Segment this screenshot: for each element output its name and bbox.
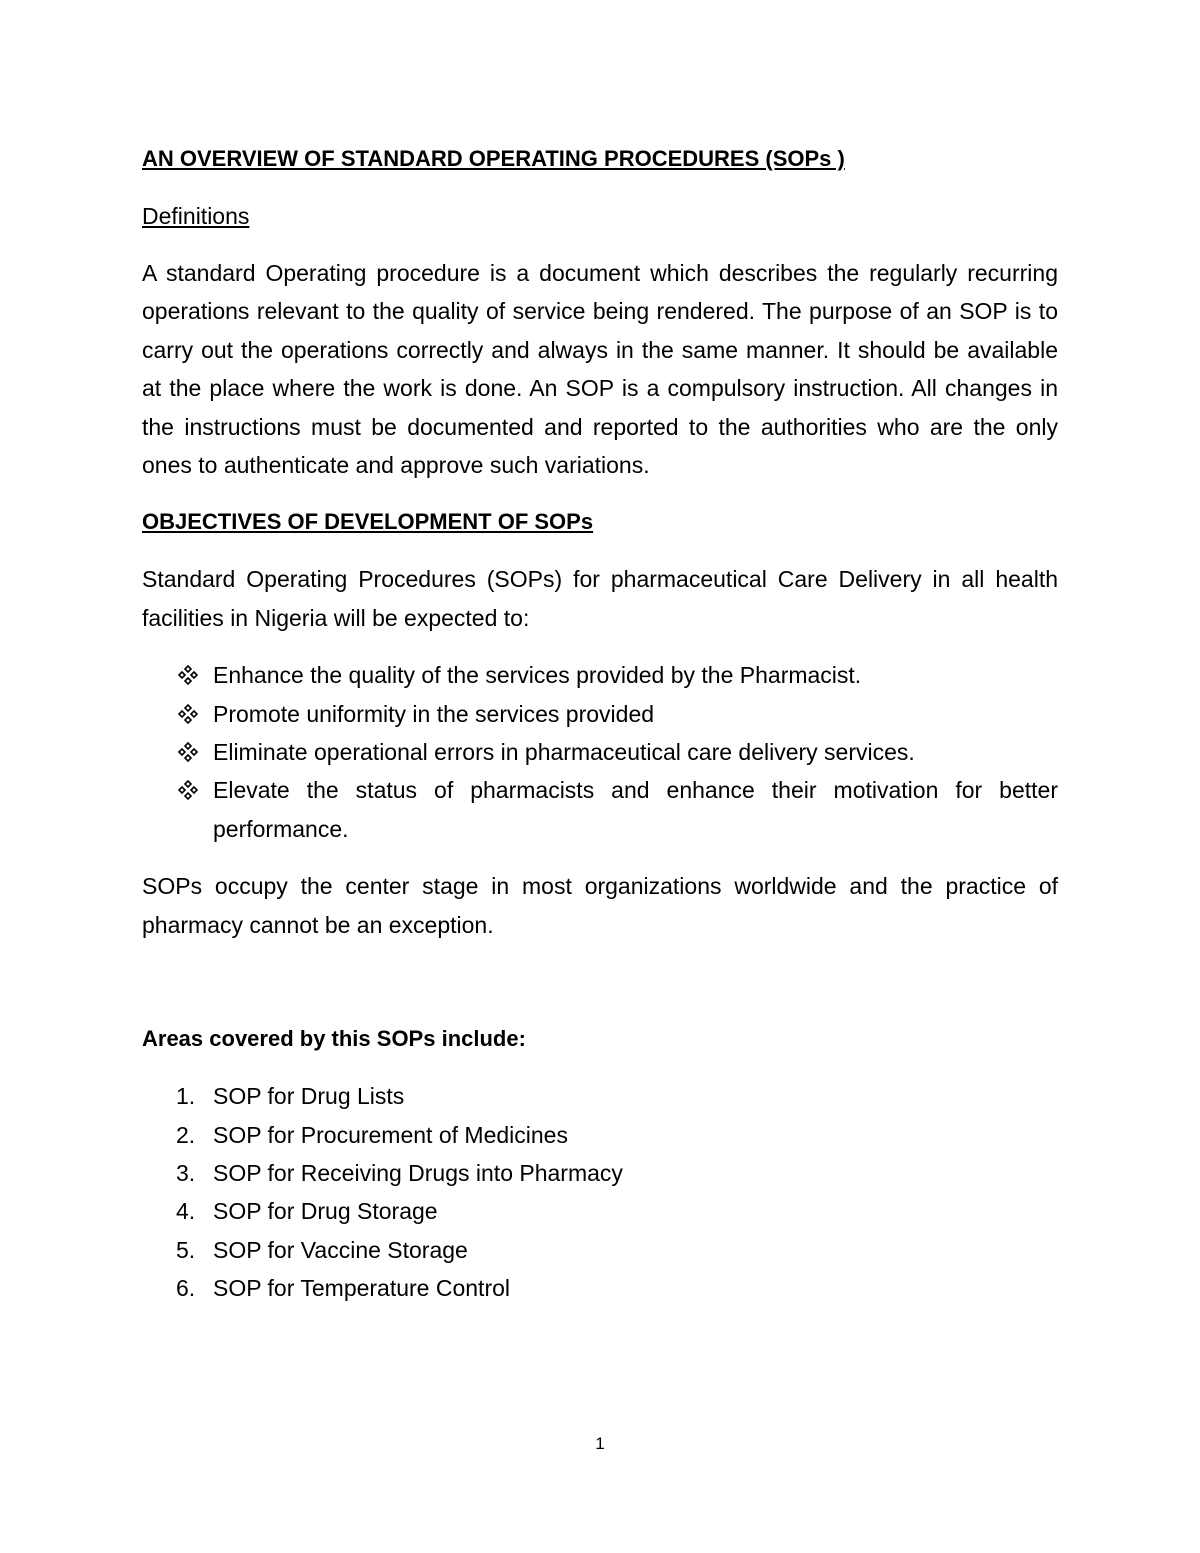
list-item: [142, 656, 1058, 694]
list-number: 6.: [176, 1275, 196, 1302]
area-label: SOP for Temperature Control: [213, 1275, 511, 1302]
closing-paragraph: SOPs occupy the center stage in most organizations worldwide and the practice of pharmacy cannot be an exception.: [142, 873, 1058, 938]
four-diamond-bullet-icon: [178, 656, 202, 694]
list-item: [142, 733, 1058, 771]
list-item: [142, 1231, 1058, 1269]
list-item: [142, 1192, 1058, 1230]
four-diamond-bullet-icon: [178, 733, 202, 771]
list-number: 1.: [176, 1083, 196, 1110]
area-label: SOP for Receiving Drugs into Pharmacy: [213, 1159, 623, 1186]
list-item: [142, 771, 1058, 848]
four-diamond-bullet-icon: [178, 771, 202, 809]
list-item: [142, 695, 1058, 733]
objectives-heading: OBJECTIVES OF DEVELOPMENT OF SOPs: [142, 509, 594, 535]
document-page: [142, 140, 1058, 1308]
four-diamond-bullet-icon: [178, 695, 202, 733]
area-label: SOP for Drug Storage: [213, 1198, 438, 1225]
list-number: 4.: [176, 1198, 196, 1225]
list-item: [142, 1154, 1058, 1192]
area-label: SOP for Drug Lists: [213, 1083, 405, 1110]
objective-text: Elevate the status of pharmacists and enhance their motivation for better performance.: [213, 777, 1058, 842]
page-number: 1: [595, 1434, 605, 1453]
objectives-list: [142, 656, 1058, 848]
list-number: 2.: [176, 1121, 196, 1148]
document-title: AN OVERVIEW OF STANDARD OPERATING PROCEDURES (SOPs ): [142, 146, 845, 171]
list-number: 5.: [176, 1236, 196, 1263]
definitions-paragraph: A standard Operating procedure is a document which describes the regularly recurring operations relevant to the quality of service being rendered. The purpose of an SOP is to carry out the operations correctly and always in the same manner. It should be available at the place where the work is done. An SOP is a compulsory instruction. All changes in the instructions must be documented and reported to the authorities who are the only ones to authenticate and approve such variations.: [142, 260, 1058, 479]
objective-text: Eliminate operational errors in pharmaceutical care delivery services.: [213, 739, 915, 766]
list-item: [142, 1077, 1058, 1115]
definitions-heading: Definitions: [142, 203, 250, 229]
areas-list: [142, 1077, 1058, 1307]
objectives-intro: Standard Operating Procedures (SOPs) for pharmaceutical Care Delivery in all health facilities in Nigeria will be expected to:: [142, 566, 1058, 631]
area-label: SOP for Vaccine Storage: [213, 1236, 468, 1263]
list-item: [142, 1269, 1058, 1307]
objective-text: Promote uniformity in the services provided: [213, 700, 655, 727]
areas-heading: Areas covered by this SOPs include:: [142, 1026, 526, 1052]
list-item: [142, 1116, 1058, 1154]
objective-text: Enhance the quality of the services provided by the Pharmacist.: [213, 662, 862, 689]
area-label: SOP for Procurement of Medicines: [213, 1121, 568, 1148]
list-number: 3.: [176, 1159, 196, 1186]
